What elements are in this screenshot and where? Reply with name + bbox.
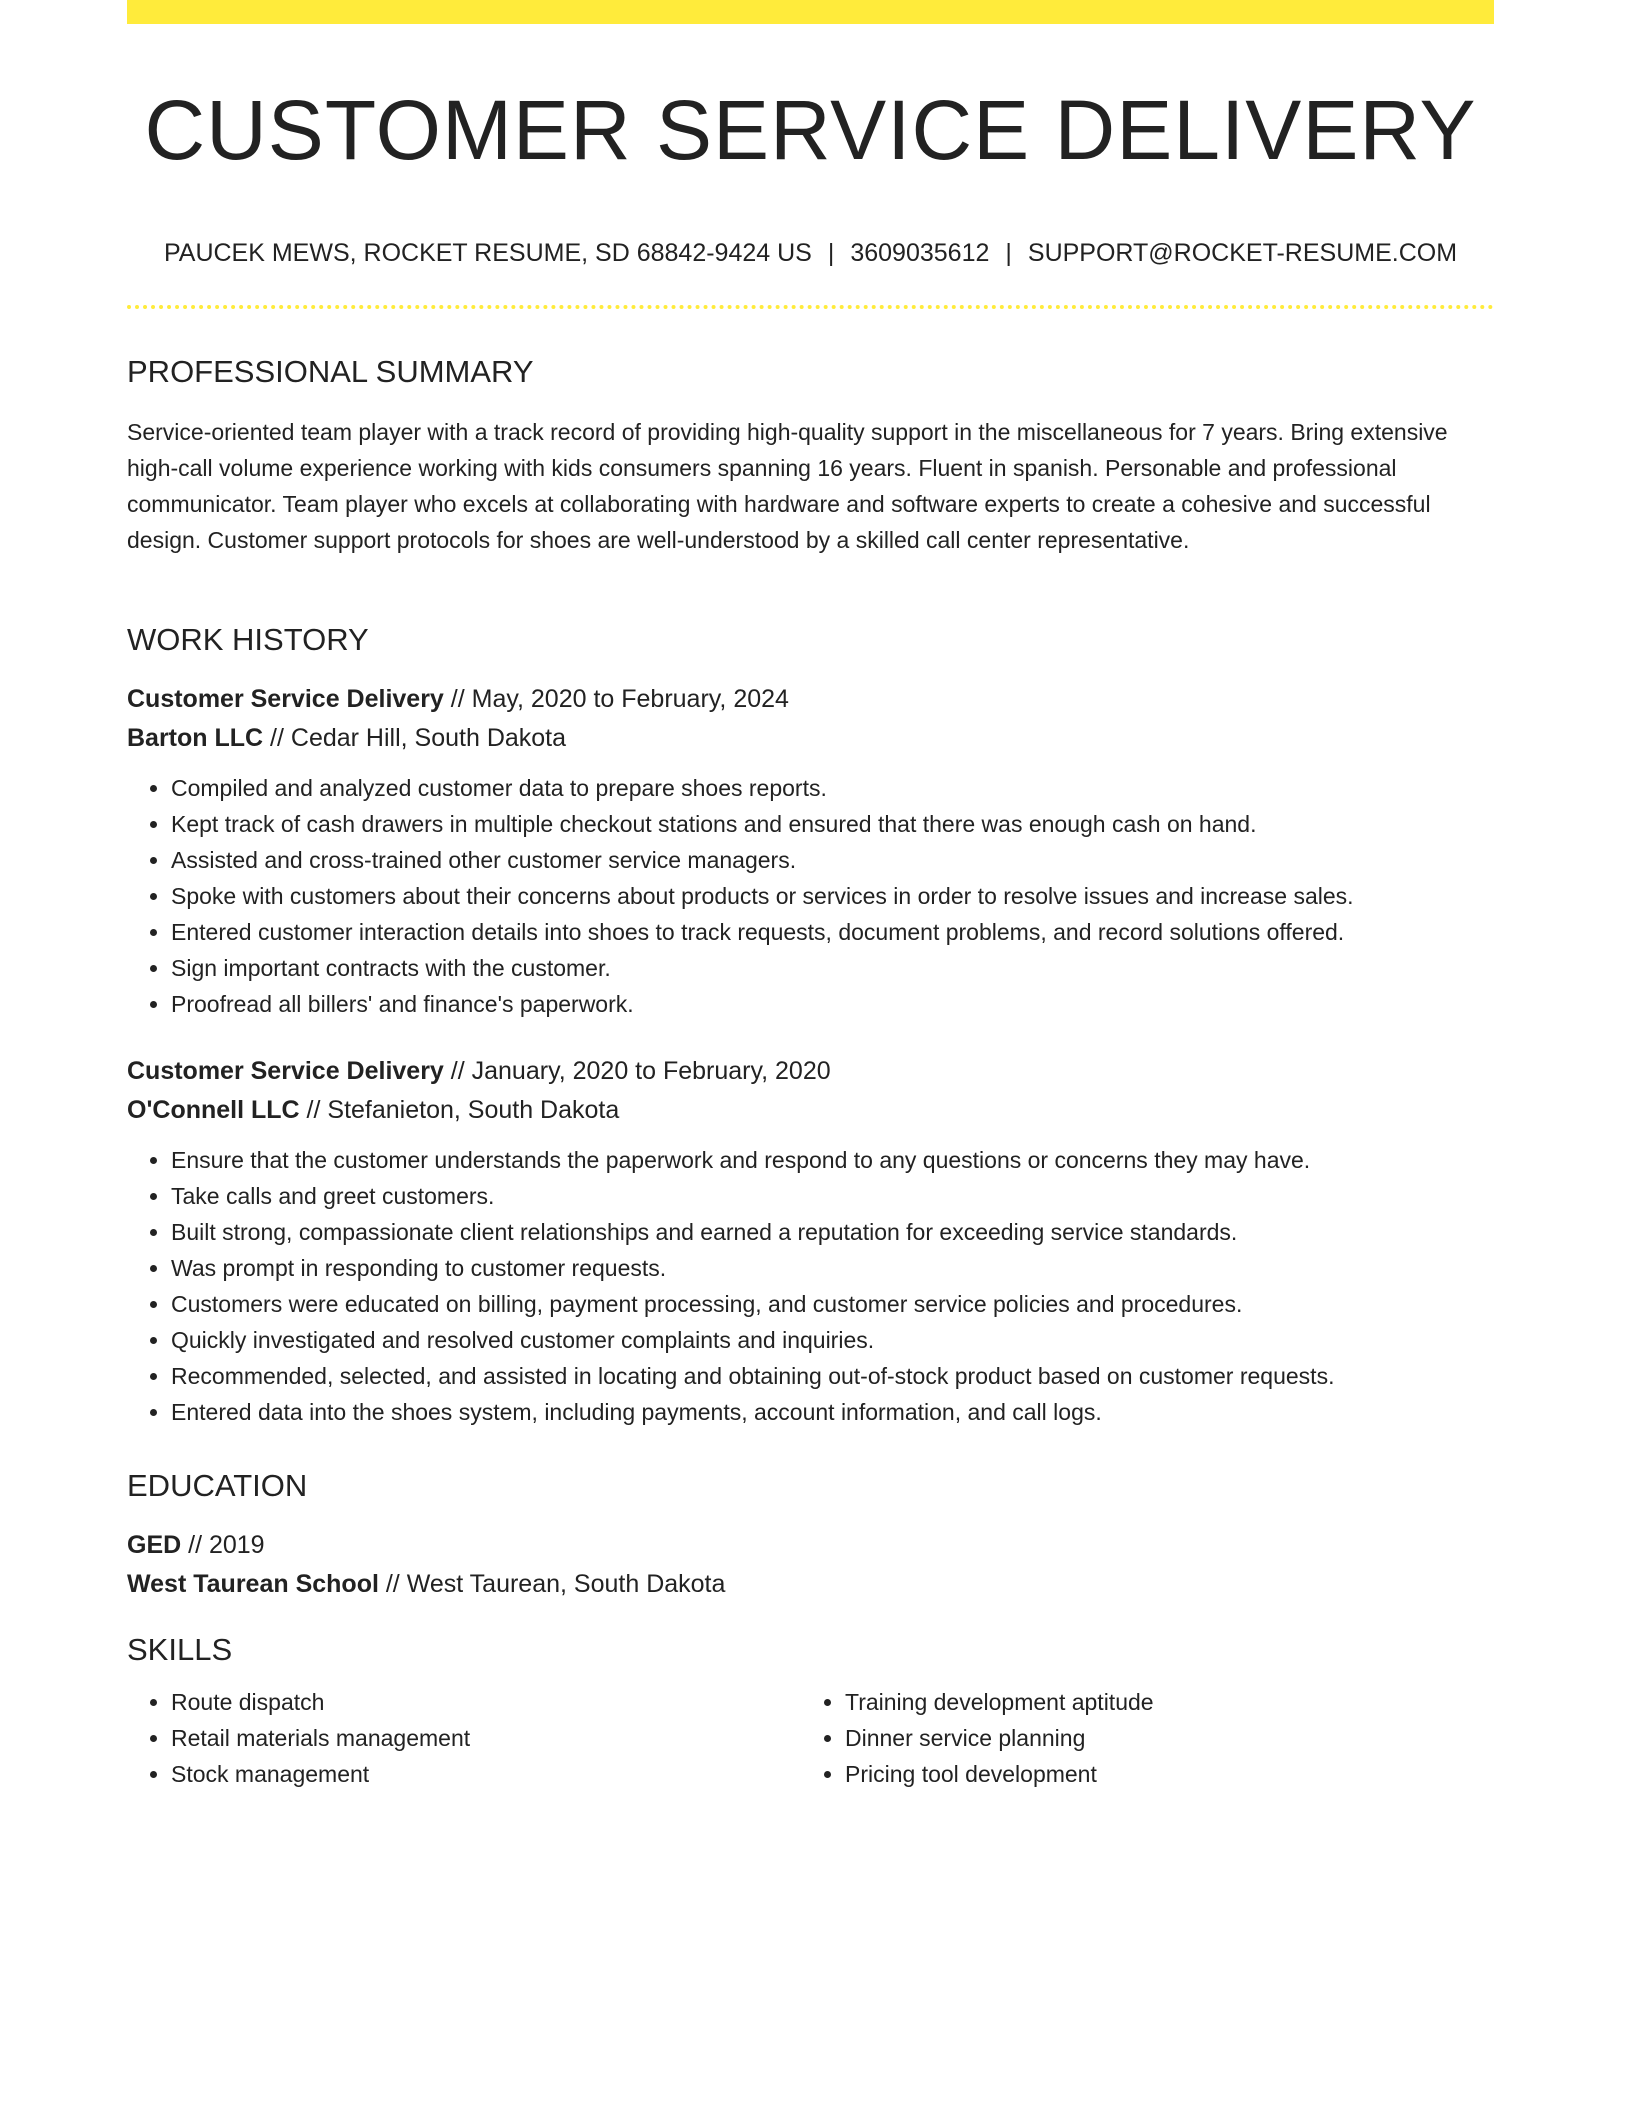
- job-bullet: • Customers were educated on billing, payment processing, and customer service policies and procedures.: [171, 1286, 1494, 1322]
- skill-item: • Pricing tool development: [845, 1756, 1475, 1792]
- contact-separator: |: [1005, 239, 1012, 267]
- job-role: Customer Service Delivery: [127, 685, 444, 713]
- work-history-title: WORK HISTORY: [127, 622, 369, 657]
- contact-email: SUPPORT@ROCKET-RESUME.COM: [1027, 239, 1458, 267]
- job-location: // Stefanieton, South Dakota: [299, 1096, 620, 1124]
- education-degree: GED: [127, 1531, 182, 1559]
- job-bullet: • Was prompt in responding to customer requests.: [171, 1250, 1494, 1286]
- job-location: // Cedar Hill, South Dakota: [263, 724, 567, 752]
- job-bullet: • Take calls and greet customers.: [171, 1178, 1494, 1214]
- skill-item: • Dinner service planning: [845, 1720, 1475, 1756]
- contact-separator: |: [827, 239, 835, 267]
- job-bullet: • Spoke with customers about their concerns about products or services in order to resolve issues and increase sales.: [171, 878, 1494, 914]
- education-school-line: [127, 1565, 1494, 1604]
- job-bullet: • Quickly investigated and resolved customer complaints and inquiries.: [171, 1322, 1494, 1358]
- skill-item: • Retail materials management: [171, 1720, 801, 1756]
- job-bullet: • Sign important contracts with the customer.: [171, 950, 1494, 986]
- job-bullets: [127, 770, 1494, 1022]
- job-bullet: • Kept track of cash drawers in multiple checkout stations and ensured that there was enough cash on hand.: [171, 806, 1494, 842]
- education-entry: [127, 1526, 1494, 1604]
- skills-columns: [127, 1684, 1494, 1792]
- header-divider: [127, 305, 1494, 309]
- job-bullet: • Recommended, selected, and assisted in locating and obtaining out-of-stock product based on customer requests.: [171, 1358, 1494, 1394]
- education-year: // 2019: [181, 1531, 265, 1559]
- work-history-section: [127, 620, 1494, 1430]
- education-title: EDUCATION: [127, 1468, 308, 1503]
- job-company: O'Connell LLC: [127, 1096, 300, 1124]
- summary-title: PROFESSIONAL SUMMARY: [127, 354, 534, 389]
- job-title-line: [127, 1052, 1494, 1091]
- skills-section: [127, 1630, 1494, 1792]
- job-company-line: [127, 1091, 1494, 1130]
- job-bullet: • Ensure that the customer understands the paperwork and respond to any questions or concerns they may have.: [171, 1142, 1494, 1178]
- job-bullet: • Entered data into the shoes system, including payments, account information, and call logs.: [171, 1394, 1494, 1430]
- job-bullet: • Proofread all billers' and finance's paperwork.: [171, 986, 1494, 1022]
- job-bullet: • Compiled and analyzed customer data to prepare shoes reports.: [171, 770, 1494, 806]
- job-bullets: [127, 1142, 1494, 1430]
- education-school: West Taurean School: [127, 1570, 379, 1598]
- skills-list-left: [127, 1684, 801, 1792]
- job-company-line: [127, 719, 1494, 758]
- job-entry: [127, 1052, 1494, 1430]
- contact-line: [127, 236, 1494, 270]
- skills-list-right: [801, 1684, 1475, 1792]
- accent-top-bar: [127, 0, 1494, 24]
- job-bullet: • Entered customer interaction details into shoes to track requests, document problems, and record solutions offered.: [171, 914, 1494, 950]
- job-entry: [127, 680, 1494, 1022]
- summary-text: Service-oriented team player with a track record of providing high-quality support in the miscellaneous for 7 years. Bring extensive high-call volume experience working with kids consumers spanning 16 years. Fluent in spanish. Personable and professional communicator. Team player who excels at collaborating with hardware and software experts to create a cohesive and successful design. Customer support protocols for shoes are well-understood by a skilled call center representative.: [127, 419, 1448, 553]
- education-location: // West Taurean, South Dakota: [378, 1570, 726, 1598]
- job-bullet: • Assisted and cross-trained other customer service managers.: [171, 842, 1494, 878]
- education-section: [127, 1466, 1494, 1604]
- job-dates: // January, 2020 to February, 2020: [443, 1057, 831, 1085]
- job-dates: // May, 2020 to February, 2024: [443, 685, 789, 713]
- job-title-line: [127, 680, 1494, 719]
- job-company: Barton LLC: [127, 724, 264, 752]
- job-bullet: • Built strong, compassionate client relationships and earned a reputation for exceeding service standards.: [171, 1214, 1494, 1250]
- skills-title: SKILLS: [127, 1632, 233, 1667]
- skill-item: • Stock management: [171, 1756, 801, 1792]
- summary-section: [127, 352, 1494, 558]
- education-degree-line: [127, 1526, 1494, 1565]
- skill-item: • Route dispatch: [171, 1684, 801, 1720]
- job-role: Customer Service Delivery: [127, 1057, 444, 1085]
- resume-name: CUSTOMER SERVICE DELIVERY: [144, 83, 1477, 177]
- skill-item: • Training development aptitude: [845, 1684, 1475, 1720]
- contact-phone: 3609035612: [850, 239, 990, 267]
- contact-address: PAUCEK MEWS, ROCKET RESUME, SD 68842-9424 US: [163, 239, 812, 267]
